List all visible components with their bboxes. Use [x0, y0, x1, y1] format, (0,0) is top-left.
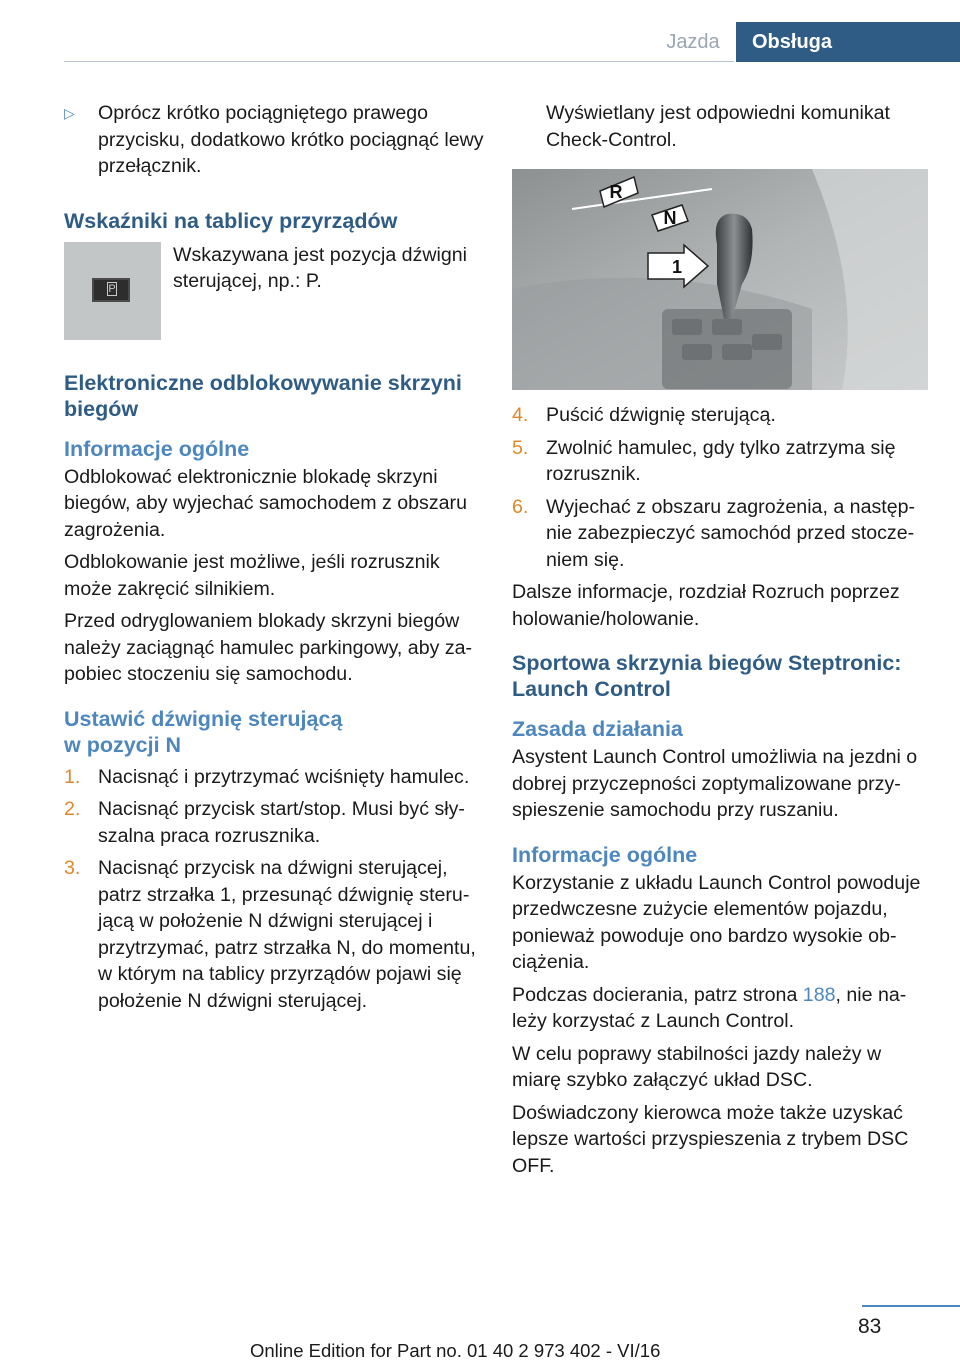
paragraph-2: Odblokowanie jest możliwe, jeśli rozrusznik może zakręcić silnikiem. [64, 551, 440, 600]
gear-p-symbol: P [108, 282, 116, 295]
principle-text: Asystent Launch Control umożliwia na jezdni o dobrej przyczepności zoptymalizowane przy‐spieszenie samochodu przy ruszaniu. [512, 746, 918, 821]
display-icon [92, 278, 130, 302]
step-text: Puścić dźwignię sterującą. [546, 404, 776, 426]
header-rule [64, 61, 734, 62]
heading-principle: Zasada działania [512, 717, 683, 741]
step-text: Nacisnąć przycisk start/stop. Musi być sły‐szalna praca rozrusznika. [98, 798, 465, 847]
step-number: 6. [512, 495, 529, 518]
check-control-text: Wyświetlany jest odpowiedni komunikat Check-Control. [546, 102, 890, 151]
indicator-illustration [64, 242, 484, 340]
bullet-text: Oprócz krótko pociągniętego prawego przycisku, dodatkowo krótko pociągnąć lewy przełącznik. [98, 102, 484, 177]
right-column [512, 100, 932, 1179]
tab-obsluga[interactable]: Obsługa [736, 22, 960, 62]
heading-general-right: Informacje ogólne [512, 842, 698, 867]
steps-list-left [64, 764, 484, 1015]
general-paragraph-2-post: , nie na‐leży korzystać z Launch Control. [512, 983, 907, 1032]
tab-jazda[interactable]: Jazda [666, 31, 720, 53]
list-item [64, 796, 484, 849]
heading-indicators: Wskaźniki na tablicy przyrządów [64, 208, 398, 233]
list-item [512, 494, 932, 574]
page-number: 83 [858, 1315, 882, 1338]
more-info-text: Dalsze informacje, rozdział Rozruch poprzez holowanie/holowanie. [512, 581, 900, 630]
list-item [64, 855, 484, 1014]
list-item [512, 435, 932, 488]
step-text: Zwolnić hamulec, gdy tylko zatrzyma się rozrusznik. [546, 436, 896, 485]
heading-unlock: Elektroniczne odblokowywanie skrzyni biegów [64, 370, 462, 421]
steps-list-right [512, 402, 932, 573]
step-text: Nacisnąć przycisk na dźwigni sterującej, patrz strzałka 1, przesunąć dźwignię steru‐jącą w położenie N dźwigni sterującej i przytrzymać, patrz strzałka N, do momentu, w którym na tablicy przyrządów pojawi się położenie N dźwigni sterującej. [98, 857, 476, 1012]
indicator-text: Wskazywana jest pozycja dźwigni sterującej, np.: P. [173, 243, 468, 292]
list-item [64, 764, 484, 791]
general-paragraph-2-pre: Podczas docierania, patrz strona [512, 983, 803, 1006]
general-paragraph-1: Korzystanie z układu Launch Control powoduje przedwczesne zużycie elementów pojazdu, ponieważ powoduje ono bardzo wysokie ob‐ciążenia. [512, 871, 921, 973]
general-paragraph-4: Doświadczony kierowca może także uzyskać lepsze wartości przyspieszenia z trybem DSC OFF. [512, 1101, 909, 1177]
footer-rule [862, 1305, 960, 1307]
edition-text: Online Edition for Part no. 01 40 2 973 402 - VI/16 [250, 1340, 661, 1361]
step-number: 1. [64, 765, 81, 788]
gear-selector-photo [512, 169, 928, 390]
step-number: 4. [512, 404, 529, 426]
paragraph-3: Przed odryglowaniem blokady skrzyni biegów należy zaciągnąć hamulec parkingowy, aby za‐pobiec stoczeniu się samochodu. [64, 610, 473, 685]
arrow-label-r: R [609, 182, 623, 202]
left-column [64, 100, 484, 1020]
arrow-label-n: N [663, 208, 677, 228]
bullet-item [64, 100, 484, 180]
paragraph-1: Odblokować elektronicznie blokadę skrzyni biegów, aby wyjechać samochodem z obszaru zagrożenia. [64, 465, 467, 541]
heading-general-left: Informacje ogólne [64, 436, 250, 461]
general-paragraph-3: W celu poprawy stabilności jazdy należy w miarę szybko załączyć układ DSC. [512, 1042, 882, 1091]
heading-launch-control: Sportowa skrzynia biegów Steptronic: Launch Control [512, 651, 902, 701]
page-link-188[interactable]: 188 [802, 983, 836, 1006]
general-paragraph-2 [512, 982, 932, 1035]
arrow-label-1: 1 [671, 257, 683, 277]
gear-indicator-image [64, 242, 161, 340]
list-item [512, 402, 932, 429]
step-number: 2. [64, 798, 81, 820]
step-number: 3. [64, 857, 81, 879]
step-text: Wyjechać z obszaru zagrożenia, a następ‐nie zabezpieczyć samochód przed stocze‐niem się. [546, 495, 916, 571]
step-number: 5. [512, 436, 529, 459]
step-text: Nacisnąć i przytrzymać wciśnięty hamulec. [98, 765, 470, 788]
heading-set-n: Ustawić dźwignię sterującą w pozycji N [64, 706, 343, 757]
triangle-bullet-icon: ▷ [64, 105, 75, 121]
